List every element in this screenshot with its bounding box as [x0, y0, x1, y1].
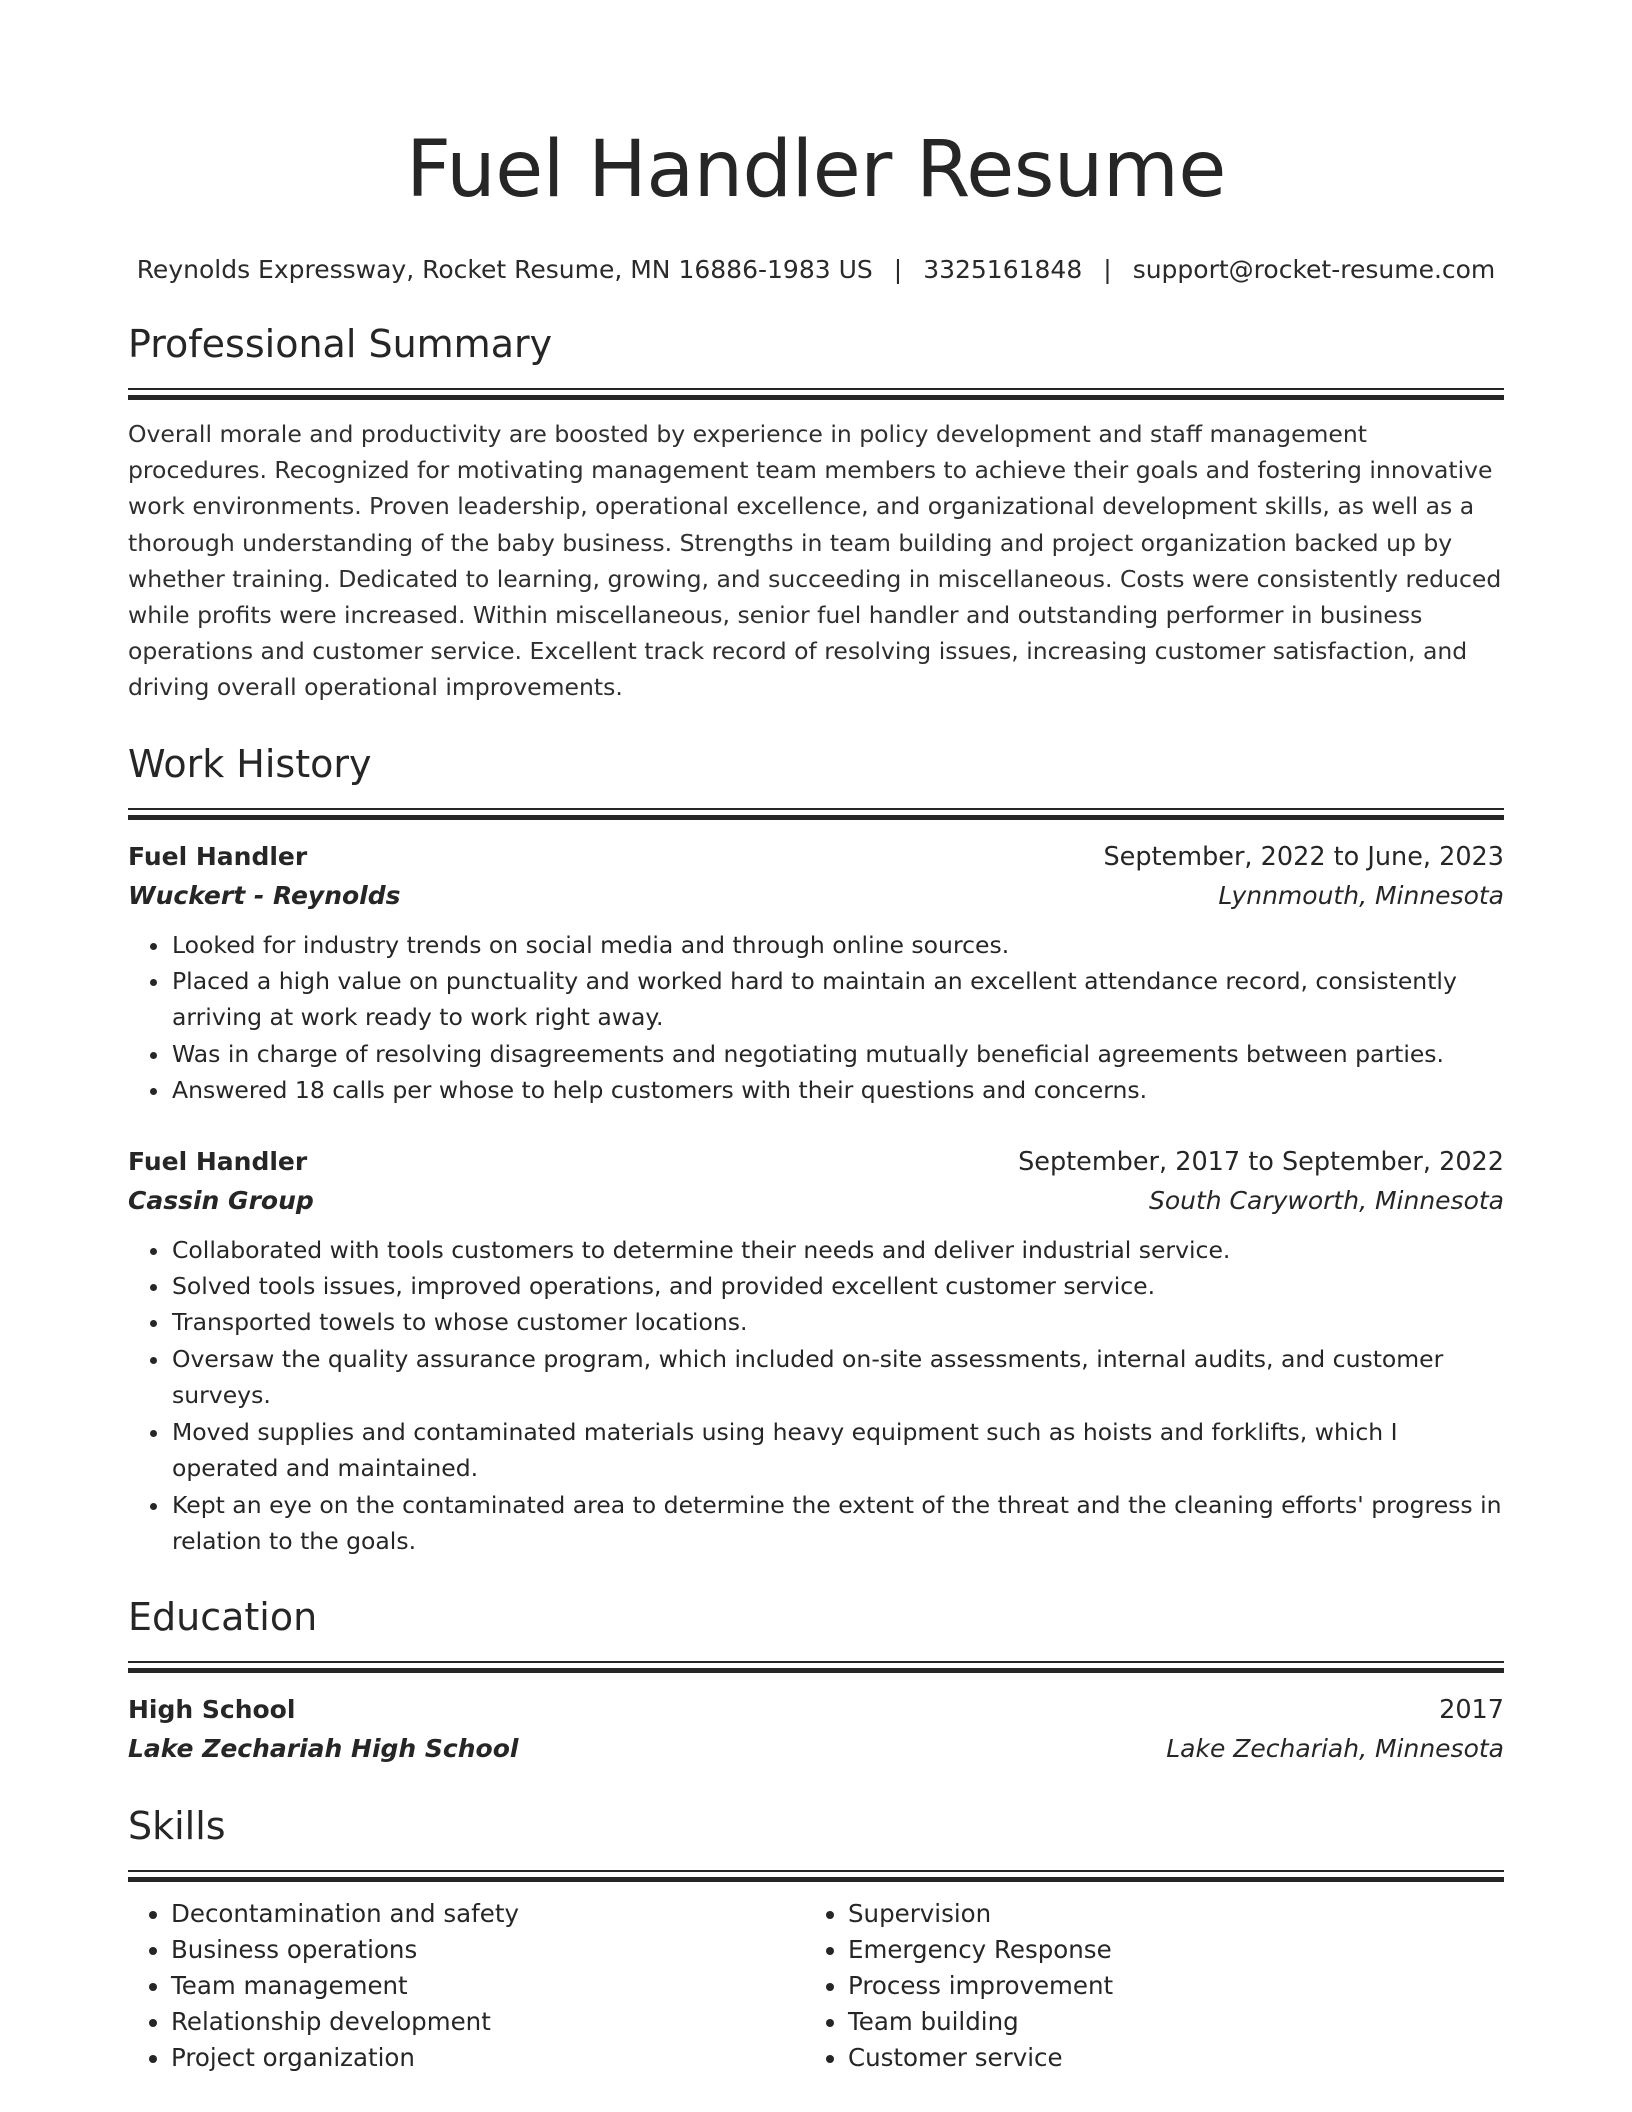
resume-page: [128, 0, 1504, 2075]
job-duty: • Placed a high value on punctuality and worked hard to maintain an excellent attendance record, consistently arriving at work ready to work right away.: [171, 963, 1504, 1036]
job-company: Cassin Group: [128, 1185, 314, 1215]
skills-section: [128, 1802, 1504, 2075]
education-degree: High School: [128, 1695, 296, 1725]
education-year: 2017: [1439, 1695, 1504, 1726]
job-entry: [128, 838, 1504, 1109]
job-duty: • Kept an eye on the contaminated area to determine the extent of the threat and the cleaning efforts' progress in relation to the goals.: [171, 1487, 1504, 1560]
education-school: Lake Zechariah High School: [128, 1734, 519, 1764]
summary-section: [128, 320, 1504, 706]
job-location: South Caryworth, Minnesota: [1148, 1185, 1504, 1215]
job-entry: [128, 1143, 1504, 1560]
job-title: Fuel Handler: [128, 841, 308, 871]
job-title: Fuel Handler: [128, 1146, 308, 1176]
contact-email: support@rocket-resume.com: [1132, 255, 1496, 284]
contact-separator: |: [1103, 255, 1112, 284]
skills-list: [128, 1896, 1504, 2075]
section-title-summary: Professional Summary: [128, 322, 553, 366]
section-divider: [128, 1870, 1504, 1882]
contact-separator: |: [893, 255, 903, 284]
contact-phone: 3325161848: [923, 255, 1083, 284]
job-duty: • Answered 18 calls per whose to help customers with their questions and concerns.: [171, 1072, 1504, 1108]
education-location: Lake Zechariah, Minnesota: [1166, 1734, 1504, 1764]
skills-column-right: [805, 1896, 1504, 2075]
job-duty: • Moved supplies and contaminated materials using heavy equipment such as hoists and forklifts, which I operated and maintained.: [171, 1414, 1504, 1487]
education-section: [128, 1593, 1504, 1768]
section-title-skills: Skills: [128, 1804, 226, 1849]
work-history-section: [128, 740, 1504, 1560]
job-duty: • Looked for industry trends on social media and through online sources.: [171, 927, 1504, 963]
job-duty: • Transported towels to whose customer locations.: [171, 1304, 1504, 1340]
skill-item: • Process improvement: [848, 1968, 1504, 2004]
skill-item: • Supervision: [848, 1896, 1504, 1932]
section-divider: [128, 388, 1504, 400]
section-title-education: Education: [128, 1595, 318, 1640]
job-duty: • Collaborated with tools customers to determine their needs and deliver industrial service.: [171, 1232, 1504, 1268]
skill-item: • Project organization: [171, 2040, 805, 2076]
job-location: Lynnmouth, Minnesota: [1218, 880, 1504, 910]
job-duties-list: [128, 1232, 1504, 1560]
skills-column-left: [128, 1896, 805, 2075]
contact-address: Reynolds Expressway, Rocket Resume, MN 16886-1983 US: [136, 255, 873, 284]
job-company: Wuckert - Reynolds: [128, 880, 401, 910]
summary-text: Overall morale and productivity are boosted by experience in policy development and staff management procedures. Recognized for motivating management team members to achieve their goals and fostering innovative work environments. Proven leadership, operational excellence, and organizational development skills, as well as a thorough understanding of the baby business. Strengths in team building and project organization backed up by whether training. Dedicated to learning, growing, and succeeding in miscellaneous. Costs were consistently reduced while profits were increased. Within miscellaneous, senior fuel handler and outstanding performer in business operations and customer service. Excellent track record of resolving issues, increasing customer satisfaction, and driving overall operational improvements.: [128, 420, 1502, 702]
contact-line: [128, 254, 1504, 286]
job-dates: September, 2017 to September, 2022: [1018, 1146, 1504, 1177]
resume-title: Fuel Handler Resume: [406, 125, 1226, 215]
skill-item: • Emergency Response: [848, 1932, 1504, 1968]
job-dates: September, 2022 to June, 2023: [1103, 841, 1504, 872]
skill-item: • Team building: [848, 2004, 1504, 2040]
job-duty: • Solved tools issues, improved operations, and provided excellent customer service.: [171, 1268, 1504, 1304]
skill-item: • Customer service: [848, 2040, 1504, 2076]
education-entry: [128, 1691, 1504, 1768]
section-divider: [128, 1661, 1504, 1673]
skill-item: • Decontamination and safety: [171, 1896, 805, 1932]
skill-item: • Team management: [171, 1968, 805, 2004]
job-duties-list: [128, 927, 1504, 1109]
section-title-work-history: Work History: [128, 741, 372, 786]
job-duty: • Oversaw the quality assurance program, which included on-site assessments, internal audits, and customer surveys.: [171, 1341, 1504, 1414]
section-divider: [128, 808, 1504, 820]
job-duty: • Was in charge of resolving disagreements and negotiating mutually beneficial agreements between parties.: [171, 1036, 1504, 1072]
skill-item: • Business operations: [171, 1932, 805, 1968]
skill-item: • Relationship development: [171, 2004, 805, 2040]
